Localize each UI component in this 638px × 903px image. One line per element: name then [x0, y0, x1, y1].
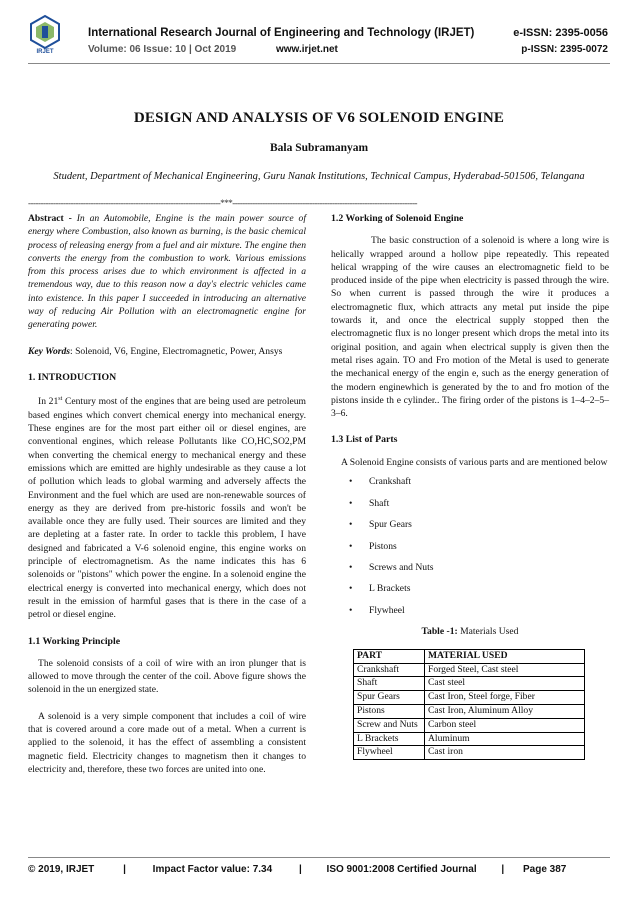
list-item-label: L Brackets [369, 583, 411, 595]
keywords-label: Key Words [28, 345, 71, 357]
table-cell: Cast steel [425, 677, 585, 691]
table-caption-label: Table -1: [421, 626, 458, 638]
table-header-row [354, 649, 585, 663]
journal-website-link[interactable]: www.irjet.net [276, 44, 338, 55]
section-heading-introduction: 1. INTRODUCTION [28, 371, 117, 383]
table-row [354, 677, 585, 691]
intro-superscript: st [58, 396, 63, 403]
left-column [28, 212, 306, 789]
table-cell: Forged Steel, Cast steel [425, 663, 585, 677]
table-row [354, 746, 585, 760]
materials-table [353, 649, 585, 760]
working-principle-paragraph-1: The solenoid consists of a coil of wire with an iron plunger that is allowed to move through the center of the coil. Above figure shows the solenoid in the un energized state. [28, 657, 306, 696]
table-header-cell: MATERIAL USED [425, 649, 585, 663]
footer-separator: | [123, 864, 126, 875]
introduction-paragraph [28, 393, 306, 621]
table-row [354, 718, 585, 732]
table-cell: Cast iron [425, 746, 585, 760]
footer-rule [28, 857, 610, 858]
table-cell: Screw and Nuts [354, 718, 425, 732]
e-issn: e-ISSN: 2395-0056 [513, 27, 608, 39]
keywords [28, 345, 306, 358]
keywords-text: : Solenoid, V6, Engine, Electromagnetic, Power, Ansys [70, 345, 283, 357]
table-cell: Crankshaft [354, 663, 425, 677]
list-item-label: Shaft [369, 497, 390, 509]
bullet-icon: • [349, 561, 353, 573]
intro-text: Century most of the engines that are being used are petroleum based engines which convert chemical energy into mechanical energy. These engines are for the most part either oil or diesel engines, are conventional engines, which release Pollutants like CO,HC,SO2,PM when converting the chemical energy to mechanical energy and these emissions which are emitted are highly undesirable as they cause a lot of pollution which leads to global warming and adversely affects the Environment and the fuel which are used are non-renewable sources of energy as they are derived from pre-historic fossils and won't be available once they are fully used. Their sources are limited and they are depleting at a faster rate. In order to tackle this problem, I have designed and fabricated a V-6 solenoid engine, this engine works on principle of electromagnetism. As the name indicates this has 6 solenoids or "pistons" which power the engine. In a solenoid engine the electrical energy is converted into mechanical energy, which does not result in the emission of harmful gases that is there in the case of a petrol or diesel engine. [28, 396, 307, 621]
list-item-label: Spur Gears [369, 519, 412, 531]
irjet-logo [28, 14, 62, 54]
footer-separator: | [298, 864, 302, 875]
list-item-label: Screws and Nuts [369, 561, 434, 573]
page-footer [28, 864, 610, 875]
list-item [349, 475, 609, 488]
abstract [28, 212, 306, 332]
footer-iso: ISO 9001:2008 Certified Journal [326, 864, 477, 875]
paper-title: DESIGN AND ANALYSIS OF V6 SOLENOID ENGINE [133, 110, 505, 126]
list-item [349, 540, 609, 553]
footer-impact-factor: Impact Factor value: 7.34 [152, 864, 273, 875]
footer-copyright: © 2019, IRJET [28, 864, 95, 875]
abstract-text: In an Automobile, Engine is the main power source of energy where Combustion, also known as burning, is the basic chemical process of releasing energy from a fuel and air mixture. The engine then converts the energy from the combustion to work. Various emissions from this process arises due to which environment is affected in a tremendous way, due to this reason now a day's electric vehicles came into existence. In this paper I succeeded in introducing an alternative way of reducing Air Pollution with an electromagnetic engine for generating power. [28, 213, 306, 331]
table-cell: Spur Gears [354, 691, 425, 705]
working-principle-paragraph-2: A solenoid is a very simple component that includes a coil of wire that is covered around a core made out of a metal. When a current is applied to the solenoid, it has the effect of assembling a consistent magnetic field. Electricity changes to magnetism then it changes to electricity and, therefore, these two forces are united into one. [28, 710, 306, 775]
table-cell: Shaft [354, 677, 425, 691]
table-cell: Carbon steel [425, 718, 585, 732]
right-column [331, 212, 609, 760]
table-cell: Cast Iron, Steel forge, Fiber [425, 691, 585, 705]
list-item [349, 582, 609, 595]
table-cell: Flywheel [354, 746, 425, 760]
table-cell: L Brackets [354, 732, 425, 746]
table-row [354, 704, 585, 718]
footer-separator: | [501, 864, 505, 875]
working-solenoid-paragraph: The basic construction of a solenoid is where a long wire is helically wrapped around a hollow pipe repeatedly. This repeated helical wrapping of the wire causes an electromagnetic field to be produced inside of the pipe when electricity is passed through the wire. So when current is passed through the wire it produces a electromagnetic flux, which attracts any metal put inside the pipe towards it, and once the electrical supply stopped then the electromagnetic flux is no longer present which drops the metal into its original position, and again when electrical supply is given then the metal rises again. TO and Fro motion of the Metal is used to generate the mechanical energy of the engin e, such as the energy generation of the modern enginewhich is generated by the to and fro motion of the pistons inside th e cylinder.. The firing order of the pistons is 1–4–2–5–3–6. [331, 235, 609, 420]
parts-intro: A Solenoid Engine consists of various parts and are mentioned below [341, 456, 608, 468]
footer-page-number: Page 387 [523, 864, 567, 875]
table-cell: Aluminum [425, 732, 585, 746]
bullet-icon: • [349, 519, 353, 531]
separator-line: -----------------------------------------------------------------------------***-------------------------------------------------------------------------- [28, 198, 418, 208]
table-caption-text: Materials Used [457, 626, 519, 638]
list-item [349, 497, 609, 510]
p-issn: p-ISSN: 2395-0072 [521, 44, 608, 55]
bullet-icon: • [349, 540, 353, 552]
section-heading-list-of-parts: 1.3 List of Parts [331, 434, 398, 446]
table-body [354, 663, 585, 760]
table-cell: Cast Iron, Aluminum Alloy [425, 704, 585, 718]
table-row [354, 663, 585, 677]
section-heading-working-solenoid-engine: 1.2 Working of Solenoid Engine [331, 213, 464, 224]
author-name: Bala Subramanyam [269, 142, 369, 154]
list-item-label: Pistons [369, 540, 397, 552]
bullet-icon: • [349, 583, 353, 595]
table-cell: Pistons [354, 704, 425, 718]
table-caption [331, 625, 609, 638]
list-item [349, 561, 609, 574]
table-header-cell: PART [354, 649, 425, 663]
bullet-icon: • [349, 497, 353, 509]
table-row [354, 691, 585, 705]
list-item [349, 518, 609, 531]
intro-lead: In 21 [38, 396, 59, 408]
bullet-icon: • [349, 604, 353, 616]
parts-list [331, 475, 609, 617]
list-item-label: Crankshaft [369, 476, 412, 488]
header-rule [28, 63, 610, 64]
journal-name: International Research Journal of Engineering and Technology (IRJET) [88, 27, 475, 39]
list-item [349, 604, 609, 617]
author-affiliation: Student, Department of Mechanical Engineering, Guru Nanak Institutions, Technical Campus, Hyderabad-501506, Telangana [53, 171, 585, 182]
table-row [354, 732, 585, 746]
abstract-label: Abstract - [28, 213, 72, 224]
logo-text: IRJET [36, 49, 54, 54]
list-item-label: Flywheel [369, 604, 405, 616]
volume-issue: Volume: 06 Issue: 10 | Oct 2019 [88, 44, 237, 55]
bullet-icon: • [349, 476, 353, 488]
section-heading-working-principle: 1.1 Working Principle [28, 635, 121, 647]
